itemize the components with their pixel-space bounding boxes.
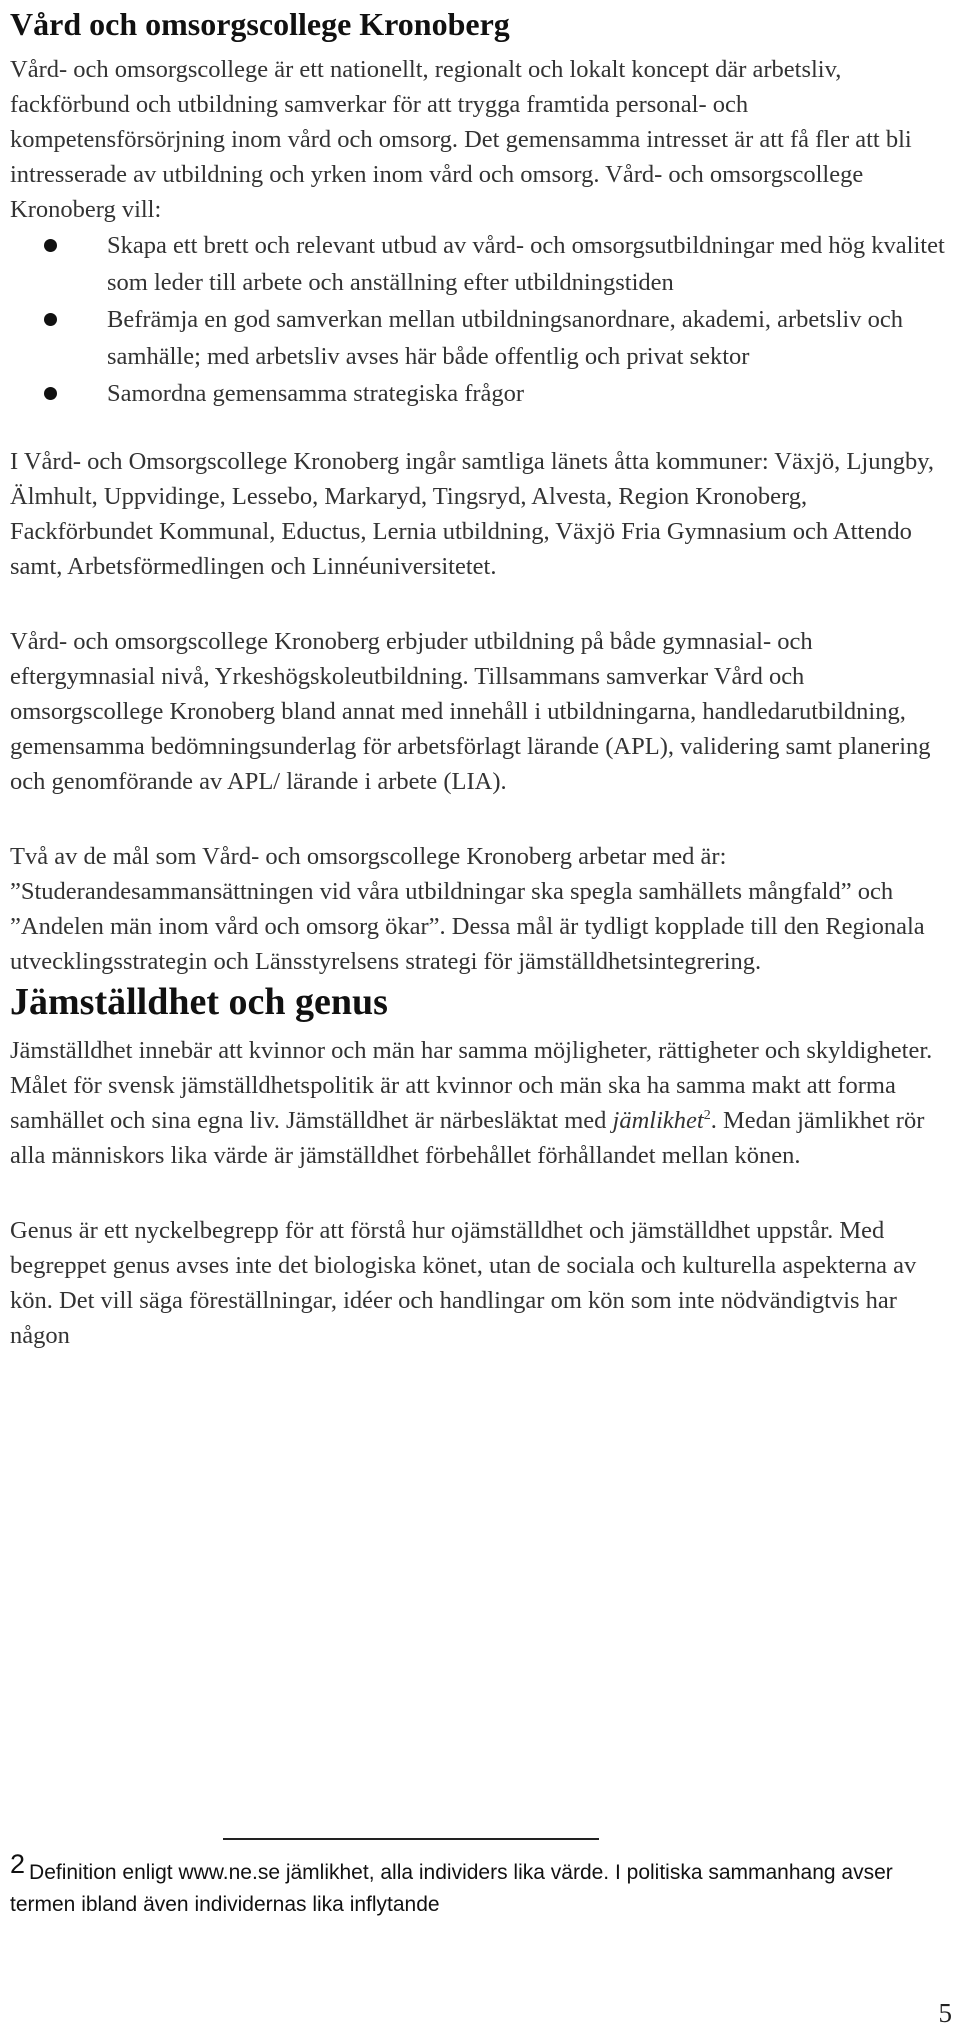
document-page <box>10 0 945 1353</box>
list-item-text: Befrämja en god samverkan mellan utbildningsanordnare, akademi, arbetsliv och samhälle; med arbetsliv avses här både offentlig och privat sektor <box>107 306 903 370</box>
bullet-icon <box>44 239 57 252</box>
gender-paragraph: Genus är ett nyckelbegrepp för att förstå hur ojämställdhet och jämställdhet uppstår. Med begreppet genus avses inte det biologiska könet, utan de sociala och kulturella aspekterna av kön. Det vill säga föreställningar, idéer och handlingar om kön som inte nödvändigtvis har någon <box>10 1217 917 1349</box>
equality-paragraph <box>10 1033 945 1173</box>
offering-paragraph: Vård- och omsorgscollege Kronoberg erbjuder utbildning på både gymnasial- och eftergymnasial nivå, Yrkeshögskoleutbildning. Tillsammans samverkar Vård och omsorgscollege Kronoberg bland annat med innehåll i utbildningarna, handledarutbildning, gemensamma bedömningsunderlag för arbetsförlagt lärande (APL), validering samt planering och genomförande av APL/ lärande i arbete (LIA). <box>10 628 931 795</box>
footnote-reference: 2 <box>703 1107 711 1123</box>
list-item-text: Skapa ett brett och relevant utbud av vård- och omsorgsutbildningar med hög kvalitet som leder till arbete och anställning efter utbildningstiden <box>107 232 945 296</box>
footnote <box>10 1848 945 1921</box>
footnote-text: Definition enligt www.ne.se jämlikhet, alla individers lika värde. I politiska sammanhang avser termen ibland även individernas lika inflytande <box>10 1861 893 1916</box>
list-item <box>10 301 945 375</box>
intro-paragraph: Vård- och omsorgscollege är ett nationellt, regionalt och lokalt koncept där arbetsliv, fackförbund och utbildning samverkar för att trygga framtida personal- och kompetensförsörjning inom vård och omsorg. Det gemensamma intresset är att få fler att bli intresserade av utbildning och yrken inom vård och omsorg. Vård- och omsorgscollege Kronoberg vill: <box>10 56 912 223</box>
goals-list <box>10 227 945 412</box>
footnote-number: 2 <box>10 1849 26 1879</box>
equality-text-before: Jämställdhet innebär att kvinnor och män har samma möjligheter, rättigheter och skyldigheter. Målet för svensk jämställdhetspolitik är att kvinnor och män ska ha samma makt att forma samhället och sina egna liv. Jämställdhet är närbesläktat med <box>10 1037 933 1134</box>
list-item <box>10 375 945 412</box>
page-title: Vård och omsorgscollege Kronoberg <box>10 6 510 42</box>
list-item <box>10 227 945 301</box>
equality-text-after: . Medan jämlikhet rör alla människors lika värde är jämställdhet förbehållet förhållandet mellan könen. <box>10 1107 925 1169</box>
equality-term: jämlikhet <box>612 1107 704 1134</box>
bullet-icon <box>44 387 57 400</box>
footnote-divider <box>223 1838 599 1840</box>
aims-paragraph: Två av de mål som Vård- och omsorgscollege Kronoberg arbetar med är: ”Studerandesammansättningen vid våra utbildningar ska spegla samhällets mångfald” och ”Andelen män inom vård och omsorg ökar”. Dessa mål är tydligt kopplade till den Regionala utvecklingsstrategin och Länsstyrelsens strategi för jämställdhetsintegrering. <box>10 843 925 975</box>
section-heading: Jämställdhet och genus <box>10 981 388 1023</box>
members-paragraph: I Vård- och Omsorgscollege Kronoberg ingår samtliga länets åtta kommuner: Växjö, Ljungby, Älmhult, Uppvidinge, Lessebo, Markaryd, Tingsryd, Alvesta, Region Kronoberg, Fackförbundet Kommunal, Eductus, Lernia utbildning, Växjö Fria Gymnasium och Attendo samt, Arbetsförmedlingen och Linnéuniversitetet. <box>10 448 934 580</box>
bullet-icon <box>44 313 57 326</box>
list-item-text: Samordna gemensamma strategiska frågor <box>107 380 525 407</box>
page-number: 5 <box>938 1998 952 2028</box>
